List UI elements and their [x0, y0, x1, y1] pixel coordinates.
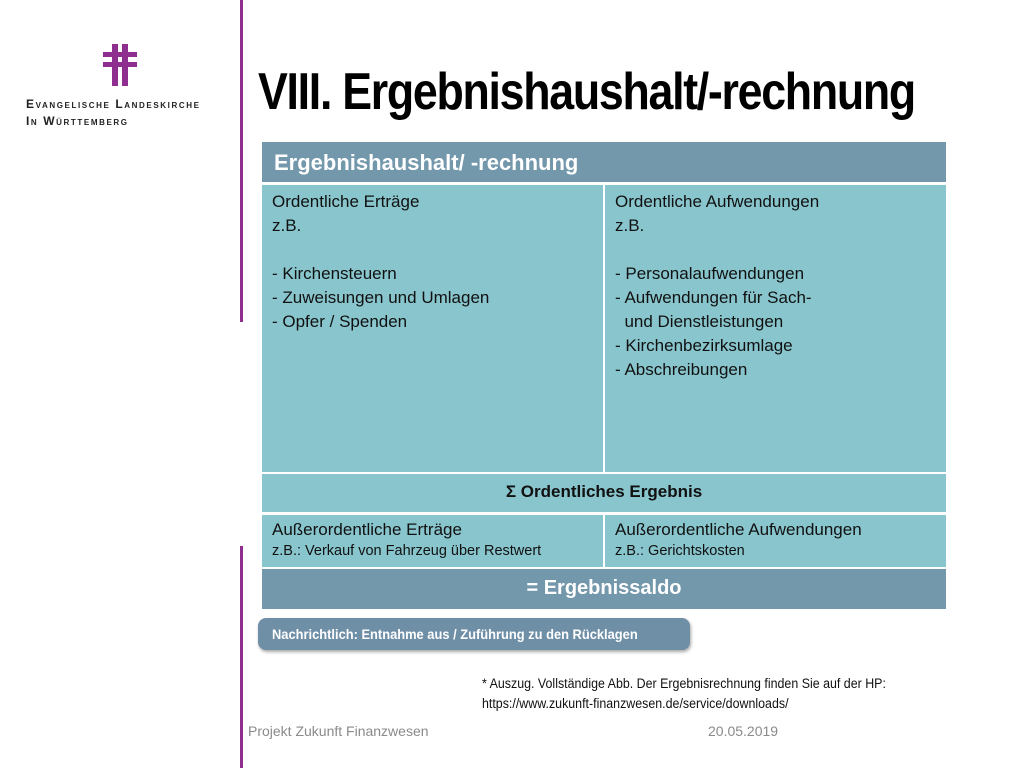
extraordinary-income-example: z.B.: Verkauf von Fahrzeug über Restwert: [272, 543, 542, 559]
footer-project: Projekt Zukunft Finanzwesen: [248, 723, 429, 739]
divider-line-bottom: [240, 546, 243, 768]
ordinary-income-cell: Ordentliche Erträge z.B. - Kirchensteuern - Zuweisungen und Umlagen - Opfer / Spenden: [262, 185, 603, 472]
extraordinary-income-cell: [262, 515, 603, 567]
extraordinary-expenses-example: z.B.: Gerichtskosten: [615, 543, 745, 559]
result-balance-row: = Ergebnissaldo: [262, 569, 946, 609]
ordinary-expenses-cell: Ordentliche Aufwendungen z.B. - Personalaufwendungen - Aufwendungen für Sach- und Dienstleistungen - Kirchenbezirksumlage - Abschreibungen: [605, 185, 946, 472]
footnote-line-1: * Auszug. Vollständige Abb. Der Ergebnisrechnung finden Sie auf der HP:: [482, 676, 886, 691]
logo-line-2: In Württemberg: [26, 114, 129, 128]
page-title: VIII. Ergebnishaushalt/-rechnung: [258, 63, 915, 121]
reserves-note-box: [258, 618, 690, 650]
extraordinary-expenses-title: Außerordentliche Aufwendungen: [615, 520, 862, 539]
extraordinary-expenses-cell: [605, 515, 946, 567]
ordinary-result-row: Σ Ordentliches Ergebnis: [262, 474, 946, 512]
footnote-link[interactable]: https://www.zukunft-finanzwesen.de/service/downloads/: [482, 696, 789, 711]
footer-date: 20.05.2019: [708, 723, 779, 739]
reserves-note-text: Nachrichtlich: Entnahme aus / Zuführung zu den Rücklagen: [272, 626, 638, 642]
cross-logo-icon: [103, 44, 137, 86]
footnote: [482, 674, 921, 714]
table-header: Ergebnishaushalt/ -rechnung: [262, 142, 946, 182]
logo-text: [26, 96, 201, 130]
divider-line-top: [240, 0, 243, 322]
logo-line-1: Evangelische Landeskirche: [26, 97, 201, 111]
extraordinary-income-title: Außerordentliche Erträge: [272, 520, 462, 539]
